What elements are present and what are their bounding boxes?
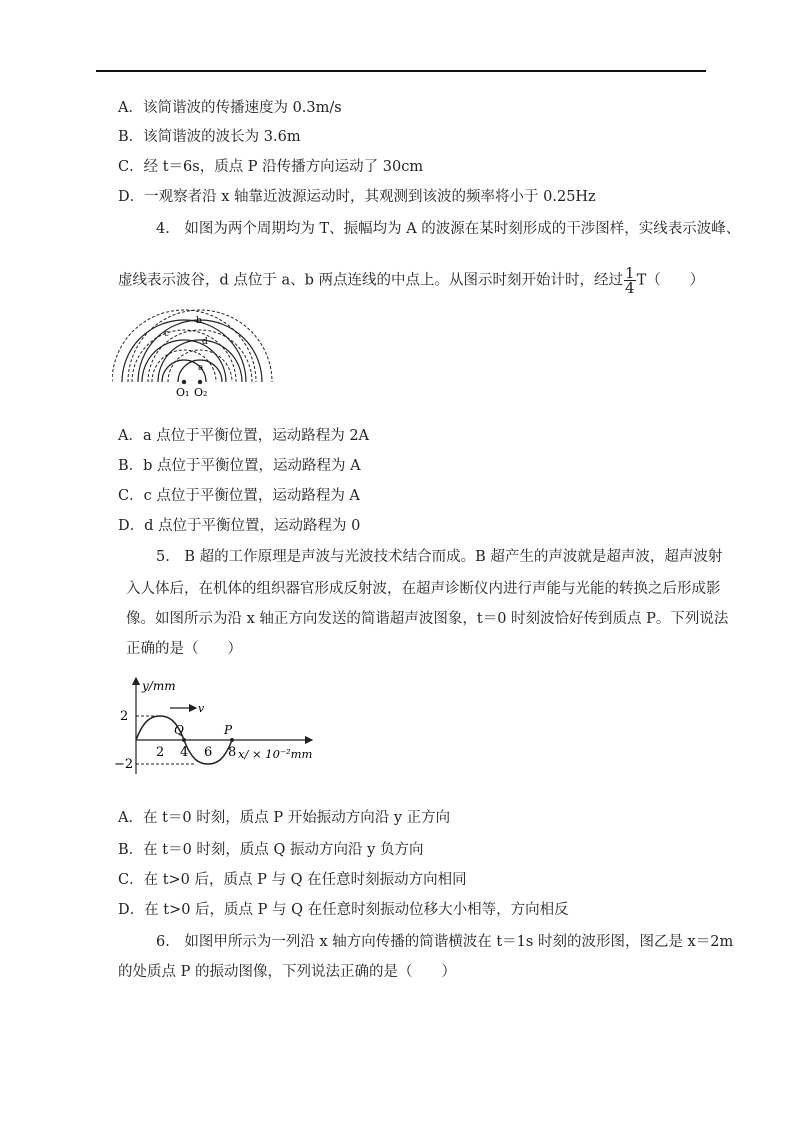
label-o1: O₁ <box>176 386 190 399</box>
point-q-label: Q <box>174 723 184 737</box>
crest-arc <box>142 340 226 382</box>
point-q-dot <box>182 738 186 742</box>
source-o2-dot <box>198 380 202 384</box>
q5-stem-line3: 像。如图所示为沿 x 轴正方向发送的简谐超声波图象，t＝0 时刻波恰好传到质点 P。下列说法 <box>126 611 729 627</box>
q4-stem-end: T（ ） <box>636 272 705 289</box>
x-tick-6: 6 <box>204 745 213 760</box>
crest-arc <box>158 340 242 382</box>
x-axis-label: x/ × 10⁻²mm <box>238 747 313 761</box>
q5-stem-line4: 正确的是（ ） <box>126 641 242 657</box>
q6-stem-line1: 6. 如图甲所示为一列沿 x 轴方向传播的简谐横波在 t＝1s 时刻的波形图，图乙是 x＝2m <box>156 934 734 950</box>
fraction-denominator: 4 <box>625 279 635 297</box>
q4-stem-line2 <box>118 266 704 295</box>
label-o2: O₂ <box>194 386 208 399</box>
q5-option-a: A．在 t＝0 时刻，质点 P 开始振动方向沿 y 正方向 <box>118 810 451 826</box>
q5-option-d: D．在 t>0 后，质点 P 与 Q 在任意时刻振动位移大小相等，方向相反 <box>118 902 569 918</box>
x-tick-8: 8 <box>228 745 237 760</box>
q4-option-c: C．c 点位于平衡位置，运动路程为 A <box>118 488 360 504</box>
label-d: d <box>202 337 208 347</box>
q3-option-d: D．一观察者沿 x 轴靠近波源运动时，其观测到该波的频率将小于 0.25Hz <box>118 189 596 205</box>
source-o1-dot <box>182 380 186 384</box>
point-p-dot <box>230 738 234 742</box>
label-c: c <box>164 329 170 339</box>
q4-stem-text: 虚线表示波谷，d 点位于 a、b 两点连线的中点上。从图示时刻开始计时，经过 <box>118 272 624 289</box>
q4-fraction <box>624 266 636 295</box>
q5-stem-line2: 入人体后，在机体的组织器官形成反射波，在超声诊断仪内进行声能与光能的转换之后形成影 <box>126 581 721 597</box>
x-tick-2: 2 <box>156 745 165 760</box>
y-tick-neg2: −2 <box>114 757 134 772</box>
q3-option-b: B．该简谐波的波长为 3.6m <box>118 129 301 145</box>
q4-option-d: D．d 点位于平衡位置，运动路程为 0 <box>118 518 361 534</box>
q4-option-b: B．b 点位于平衡位置，运动路程为 A <box>118 458 361 474</box>
q5-option-b: B．在 t＝0 时刻，质点 Q 振动方向沿 y 负方向 <box>118 842 424 858</box>
x-tick-4: 4 <box>180 745 189 760</box>
q4-stem-line1: 4. 如图为两个周期均为 T、振幅均为 A 的波源在某时刻形成的干涉图样，实线表示波峰、 <box>156 221 741 237</box>
crest-arc <box>122 320 246 382</box>
q4-option-a: A．a 点位于平衡位置，运动路程为 2A <box>118 428 370 444</box>
y-axis-label: y/mm <box>142 679 176 693</box>
interference-figure <box>112 304 294 400</box>
fraction-numerator: 1 <box>625 264 635 282</box>
q6-stem-line2: 的处质点 P 的振动图像，下列说法正确的是（ ） <box>118 964 456 980</box>
point-p-label: P <box>224 723 233 737</box>
q5-stem-line1: 5. B 超的工作原理是声波与光波技术结合而成。B 超产生的声波就是超声波，超声波射 <box>156 549 723 565</box>
label-b: b <box>196 316 202 326</box>
label-a: a <box>198 363 204 373</box>
velocity-label: v <box>198 702 205 715</box>
q5-option-c: C．在 t>0 后，质点 P 与 Q 在任意时刻振动方向相同 <box>118 872 467 888</box>
y-tick-2: 2 <box>120 709 129 724</box>
q3-option-a: A．该简谐波的传播速度为 0.3m/s <box>118 100 342 116</box>
header-rule <box>96 70 706 72</box>
wave-graph <box>112 672 322 780</box>
q3-option-c: C．经 t＝6s，质点 P 沿传播方向运动了 30cm <box>118 159 424 175</box>
